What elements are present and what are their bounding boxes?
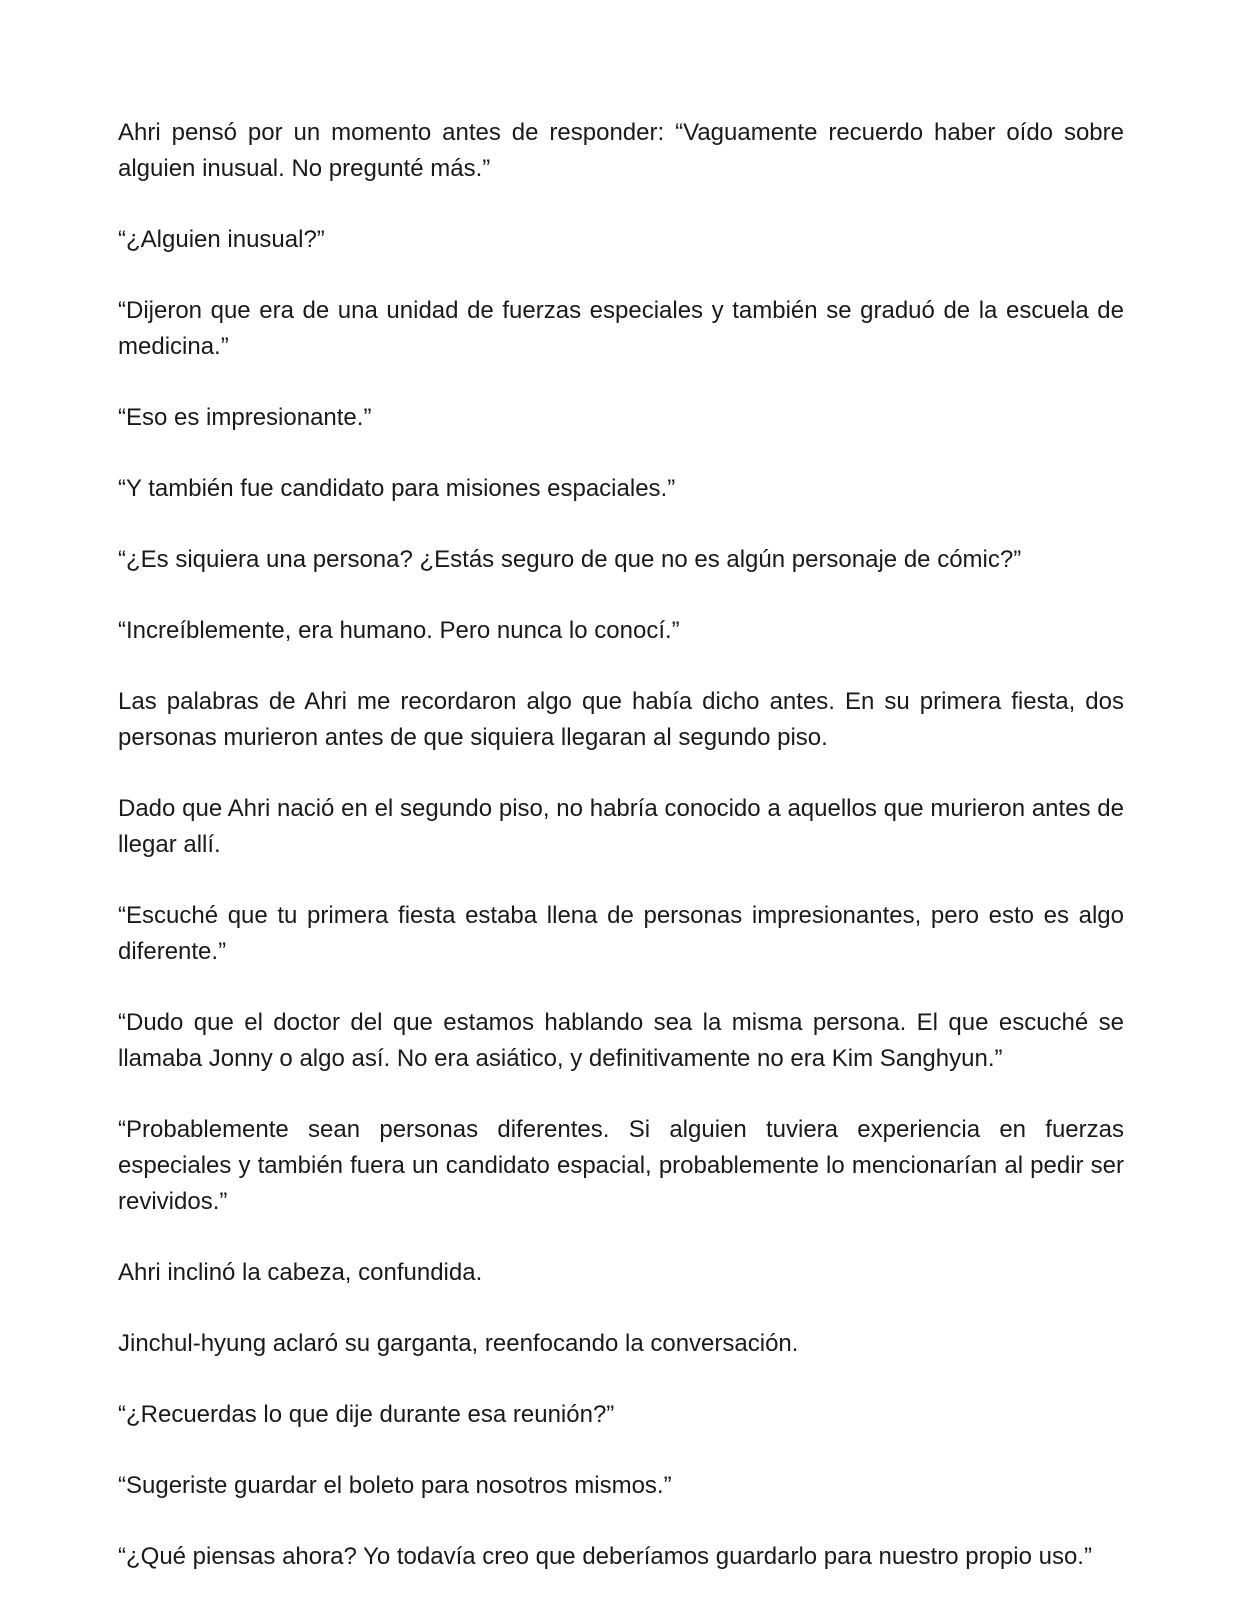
paragraph-6: “¿Es siquiera una persona? ¿Estás seguro de que no es algún personaje de cómic?” <box>118 546 1022 573</box>
paragraph-12: “Probablemente sean personas diferentes. Si alguien tuviera experiencia en fuerzas especiales y también fuera un candidato espacial, probablemente lo mencionarían al pedir ser revividos.” <box>118 1116 1124 1215</box>
paragraph-5: “Y también fue candidato para misiones espaciales.” <box>118 475 676 502</box>
paragraph-2: “¿Alguien inusual?” <box>118 226 325 253</box>
paragraph-9: Dado que Ahri nació en el segundo piso, no habría conocido a aquellos que murieron antes de llegar allí. <box>118 795 1124 858</box>
paragraph-10: “Escuché que tu primera fiesta estaba llena de personas impresionantes, pero esto es algo diferente.” <box>118 902 1124 965</box>
paragraph-17: “¿Qué piensas ahora? Yo todavía creo que deberíamos guardarlo para nuestro propio uso.” <box>118 1543 1092 1570</box>
paragraph-15: “¿Recuerdas lo que dije durante esa reunión?” <box>118 1401 615 1428</box>
paragraph-7: “Increíblemente, era humano. Pero nunca lo conocí.” <box>118 617 680 644</box>
paragraph-8: Las palabras de Ahri me recordaron algo que había dicho antes. En su primera fiesta, dos personas murieron antes de que siquiera llegaran al segundo piso. <box>118 688 1124 751</box>
paragraph-13: Ahri inclinó la cabeza, confundida. <box>118 1259 483 1286</box>
paragraph-1: Ahri pensó por un momento antes de responder: “Vaguamente recuerdo haber oído sobre alguien inusual. No pregunté más.” <box>118 119 1124 182</box>
paragraph-16: “Sugeriste guardar el boleto para nosotros mismos.” <box>118 1472 672 1499</box>
paragraph-11: “Dudo que el doctor del que estamos hablando sea la misma persona. El que escuché se llamaba Jonny o algo así. No era asiático, y definitivamente no era Kim Sanghyun.” <box>118 1009 1124 1072</box>
paragraph-4: “Eso es impresionante.” <box>118 404 372 431</box>
paragraph-3: “Dijeron que era de una unidad de fuerzas especiales y también se graduó de la escuela de medicina.” <box>118 297 1124 360</box>
document-body <box>118 115 1124 1575</box>
paragraph-14: Jinchul-hyung aclaró su garganta, reenfocando la conversación. <box>118 1330 799 1357</box>
